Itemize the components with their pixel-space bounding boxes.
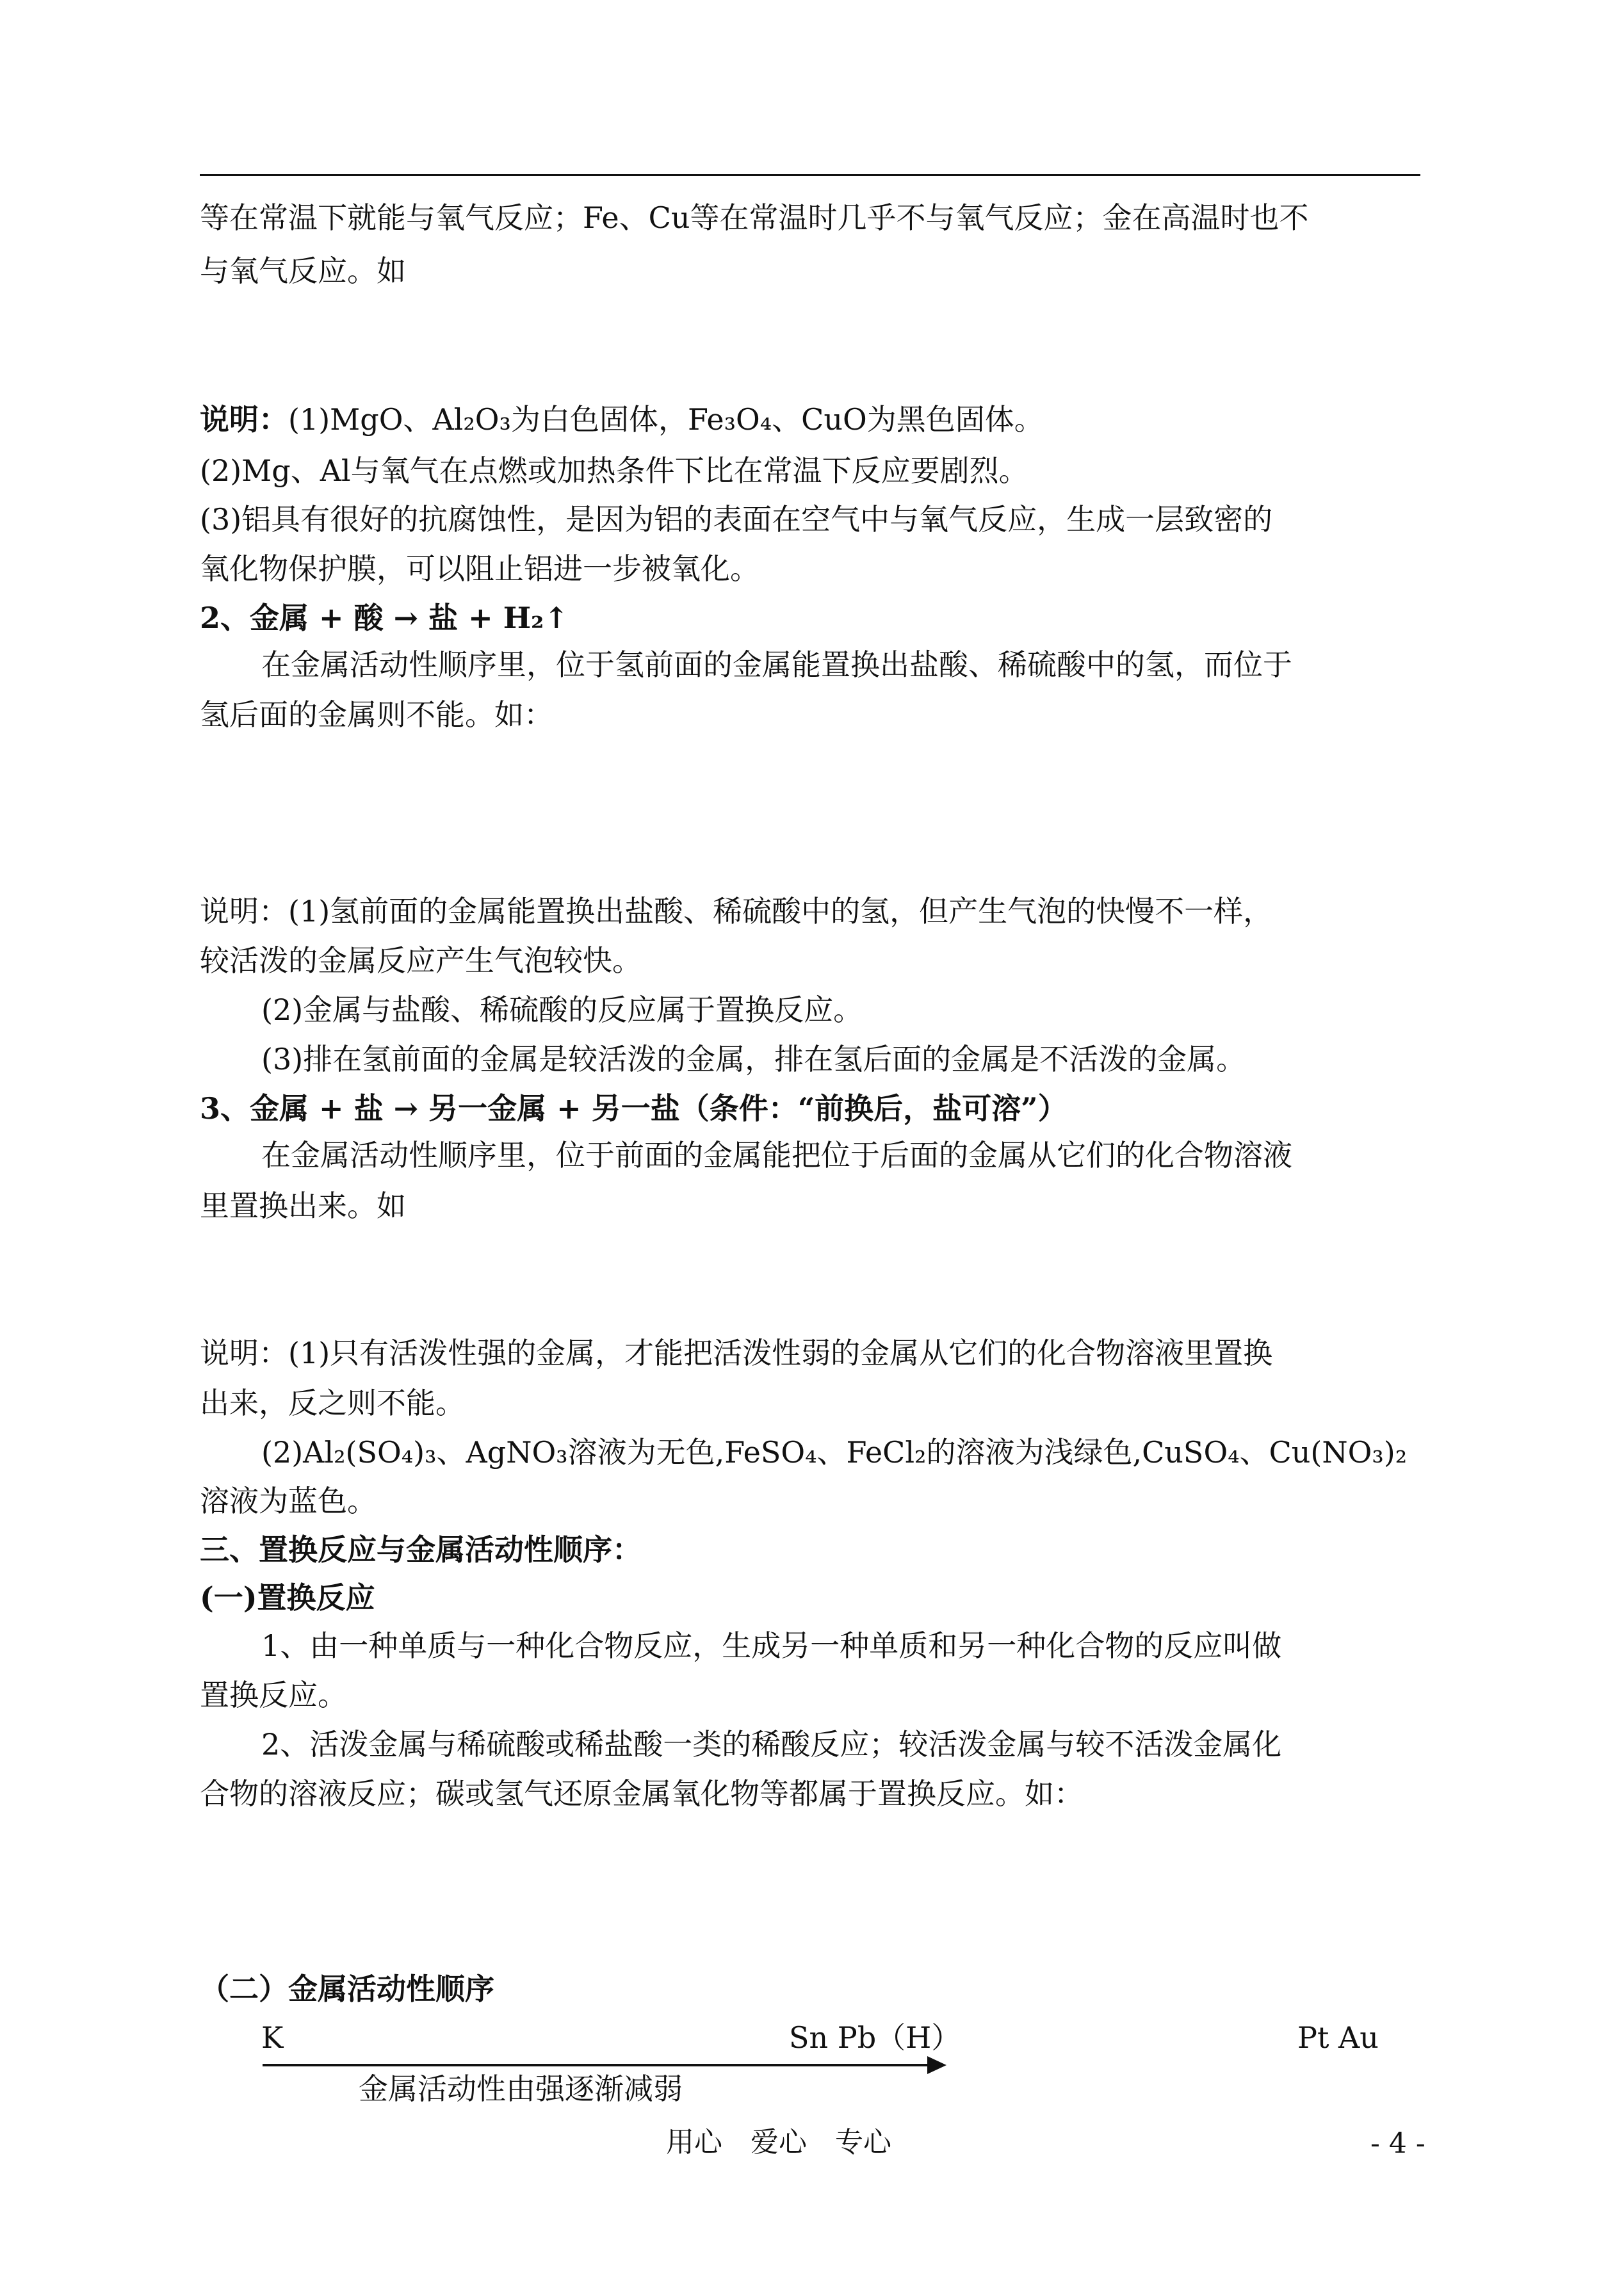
activity-caption: 金属活动性由强逐渐减弱 <box>359 2072 683 2106</box>
paragraph-line: 置换反应。 <box>200 1678 347 1712</box>
section-heading: 3、金属 + 盐 → 另一金属 + 另一盐（条件：“前换后，盐可溶”） <box>200 1091 1068 1126</box>
paragraph-line: 氢后面的金属则不能。如： <box>200 697 553 732</box>
arrow-right-icon <box>927 2056 946 2074</box>
text-line: 等在常温下就能与氧气反应；Fe、Cu等在常温时几乎不与氧气反应；金在高温时也不 <box>200 200 1309 235</box>
text-line: 与氧气反应。如 <box>200 254 406 288</box>
note-line: (3)铝具有很好的抗腐蚀性，是因为铝的表面在空气中与氧气反应，生成一层致密的 <box>200 502 1273 537</box>
activity-arrow-line <box>263 2064 929 2066</box>
activity-right-label: Pt Au <box>1297 2020 1379 2055</box>
subsection-heading: （二）金属活动性顺序 <box>200 1972 494 2006</box>
note-line: (2)金属与盐酸、稀硫酸的反应属于置换反应。 <box>261 993 863 1027</box>
activity-mid-label: Sn Pb（H） <box>789 2020 961 2055</box>
paragraph-line: 2、活泼金属与稀硫酸或稀盐酸一类的稀酸反应；较活泼金属与较不活泼金属化 <box>261 1727 1282 1762</box>
paragraph-line: 合物的溶液反应；碳或氢气还原金属氧化物等都属于置换反应。如： <box>200 1776 1084 1811</box>
note-line: 说明：(1)只有活泼性强的金属，才能把活泼性弱的金属从它们的化合物溶液里置换 <box>200 1336 1273 1370</box>
paragraph-line: 在金属活动性顺序里，位于前面的金属能把位于后面的金属从它们的化合物溶液 <box>261 1138 1292 1172</box>
section-heading: 2、金属 + 酸 → 盐 + H₂↑ <box>200 601 569 635</box>
paragraph-line: 在金属活动性顺序里，位于氢前面的金属能置换出盐酸、稀硫酸中的氢，而位于 <box>261 647 1292 682</box>
note-line: 较活泼的金属反应产生气泡较快。 <box>200 943 642 978</box>
paragraph-line: 1、由一种单质与一种化合物反应，生成另一种单质和另一种化合物的反应叫做 <box>261 1628 1282 1663</box>
note-line: 氧化物保护膜，可以阻止铝进一步被氧化。 <box>200 551 759 586</box>
note-line <box>200 400 1044 439</box>
subsection-heading: (一)置换反应 <box>200 1580 375 1615</box>
footer-motto: 用心 爱心 专心 <box>666 2126 891 2159</box>
note-line: 说明：(1)氢前面的金属能置换出盐酸、稀硫酸中的氢，但产生气泡的快慢不一样， <box>200 894 1273 929</box>
header-rule <box>200 174 1420 176</box>
section-heading: 三、置换反应与金属活动性顺序： <box>200 1532 642 1567</box>
note-text: (1)MgO、Al₂O₃为白色固体，Fe₃O₄、CuO为黑色固体。 <box>288 402 1044 437</box>
note-line: 溶液为蓝色。 <box>200 1484 377 1518</box>
note-line: 出来，反之则不能。 <box>200 1386 465 1420</box>
paragraph-line: 里置换出来。如 <box>200 1188 406 1223</box>
note-line: (3)排在氢前面的金属是较活泼的金属，排在氢后面的金属是不活泼的金属。 <box>261 1042 1246 1076</box>
note-line: (2)Al₂(SO₄)₃、AgNO₃溶液为无色,FeSO₄、FeCl₂的溶液为浅绿色,CuSO₄、Cu(NO₃)₂ <box>261 1435 1408 1470</box>
activity-left-label: K <box>261 2020 284 2055</box>
note-label: 说明： <box>200 402 288 437</box>
note-line: (2)Mg、Al与氧气在点燃或加热条件下比在常温下反应要剧烈。 <box>200 453 1028 488</box>
page-number: - 4 - <box>1370 2127 1425 2160</box>
